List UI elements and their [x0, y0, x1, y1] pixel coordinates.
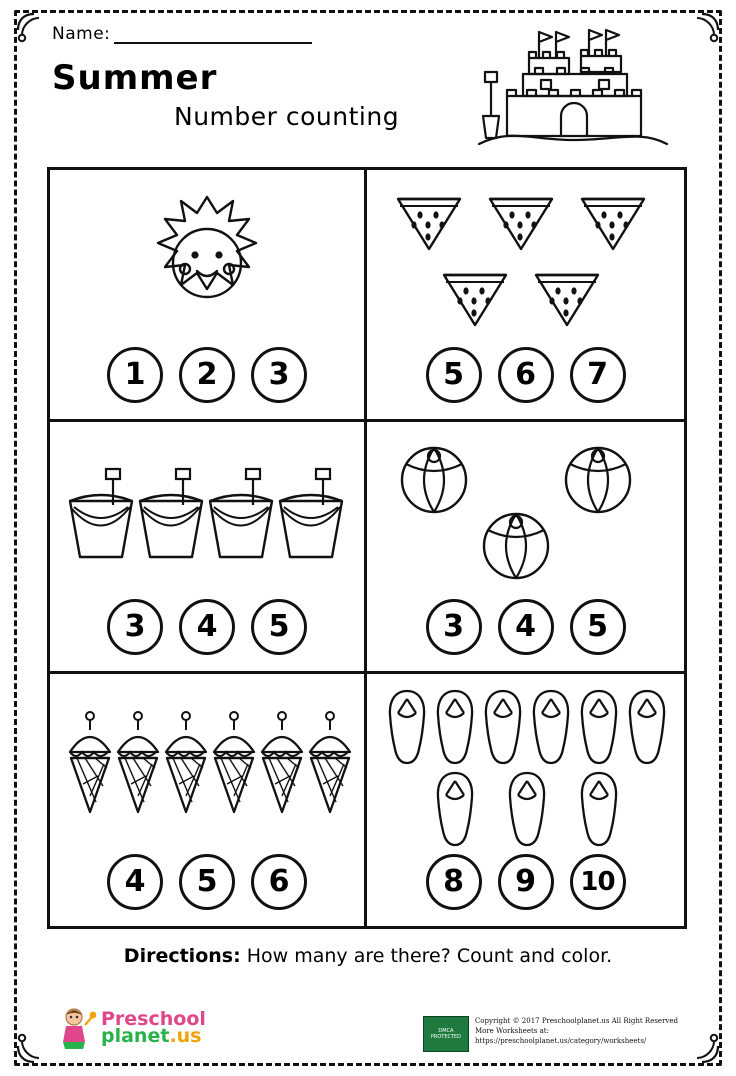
sand-bucket-group: [50, 428, 364, 599]
sun-icon: [50, 176, 364, 347]
name-field-row: [52, 24, 312, 44]
number-option[interactable]: 1: [107, 347, 163, 403]
corner-ornament-icon: [686, 1030, 720, 1064]
page-subtitle: Number counting: [174, 102, 400, 131]
logo-line-2: planet.us: [101, 1025, 202, 1047]
sandcastle-icon: [461, 16, 676, 166]
number-option[interactable]: 8: [426, 854, 482, 910]
logo-mascot-icon: [52, 1005, 96, 1051]
counting-cell-sun: [50, 170, 367, 422]
dmca-badge-line-1: DMCA: [438, 1027, 454, 1034]
number-option[interactable]: 3: [107, 599, 163, 655]
copyright-line-2: More Worksheets at:: [474, 1027, 549, 1036]
number-option[interactable]: 6: [251, 854, 307, 910]
number-options: [426, 854, 626, 910]
number-option[interactable]: 7: [570, 347, 626, 403]
number-option[interactable]: 2: [179, 347, 235, 403]
number-options: [426, 347, 626, 403]
number-option[interactable]: 3: [426, 599, 482, 655]
copyright-text: [475, 1016, 678, 1046]
number-option[interactable]: 5: [426, 347, 482, 403]
corner-ornament-icon: [686, 12, 720, 46]
copyright-block: [423, 1016, 678, 1052]
dmca-badge-icon[interactable]: [423, 1016, 469, 1052]
number-option[interactable]: 6: [498, 347, 554, 403]
copyright-line-3[interactable]: https://preschoolplanet.us/category/worksheets/: [474, 1037, 647, 1046]
directions-text: How many are there? Count and color.: [246, 945, 613, 967]
number-option[interactable]: 10: [570, 854, 626, 910]
number-option[interactable]: 3: [251, 347, 307, 403]
number-options: [107, 347, 307, 403]
logo-line-1: Preschool: [101, 1008, 206, 1030]
name-label: Name:: [52, 24, 111, 44]
counting-cell-flip-flops: [367, 674, 684, 926]
flip-flops-group: [367, 680, 684, 854]
counting-grid: [47, 167, 687, 929]
counting-cell-beach-ball: [367, 422, 684, 674]
number-option[interactable]: 9: [498, 854, 554, 910]
counting-cell-ice-cream: [50, 674, 367, 926]
corner-ornament-icon: [16, 1030, 50, 1064]
ice-cream-cone-group: [50, 680, 364, 854]
copyright-line-1: Copyright © 2017 Preschoolplanet.us All Right Reserved: [474, 1017, 678, 1025]
watermelon-group: [367, 176, 684, 347]
number-options: [107, 599, 307, 655]
directions-label: Directions:: [123, 945, 241, 967]
number-options: [426, 599, 626, 655]
number-option[interactable]: 4: [179, 599, 235, 655]
number-option[interactable]: 4: [498, 599, 554, 655]
number-option[interactable]: 4: [107, 854, 163, 910]
name-input-line[interactable]: [114, 26, 312, 44]
corner-ornament-icon: [16, 12, 50, 46]
counting-cell-sand-bucket: [50, 422, 367, 674]
number-option[interactable]: 5: [251, 599, 307, 655]
number-option[interactable]: 5: [179, 854, 235, 910]
directions-row: [0, 945, 736, 967]
preschool-planet-logo[interactable]: [52, 1002, 242, 1054]
dmca-badge-line-2: PROTECTED: [430, 1034, 462, 1040]
number-option[interactable]: 5: [570, 599, 626, 655]
beach-ball-group: [367, 428, 684, 599]
counting-cell-watermelon: [367, 170, 684, 422]
number-options: [107, 854, 307, 910]
page-title: Summer: [52, 58, 218, 98]
